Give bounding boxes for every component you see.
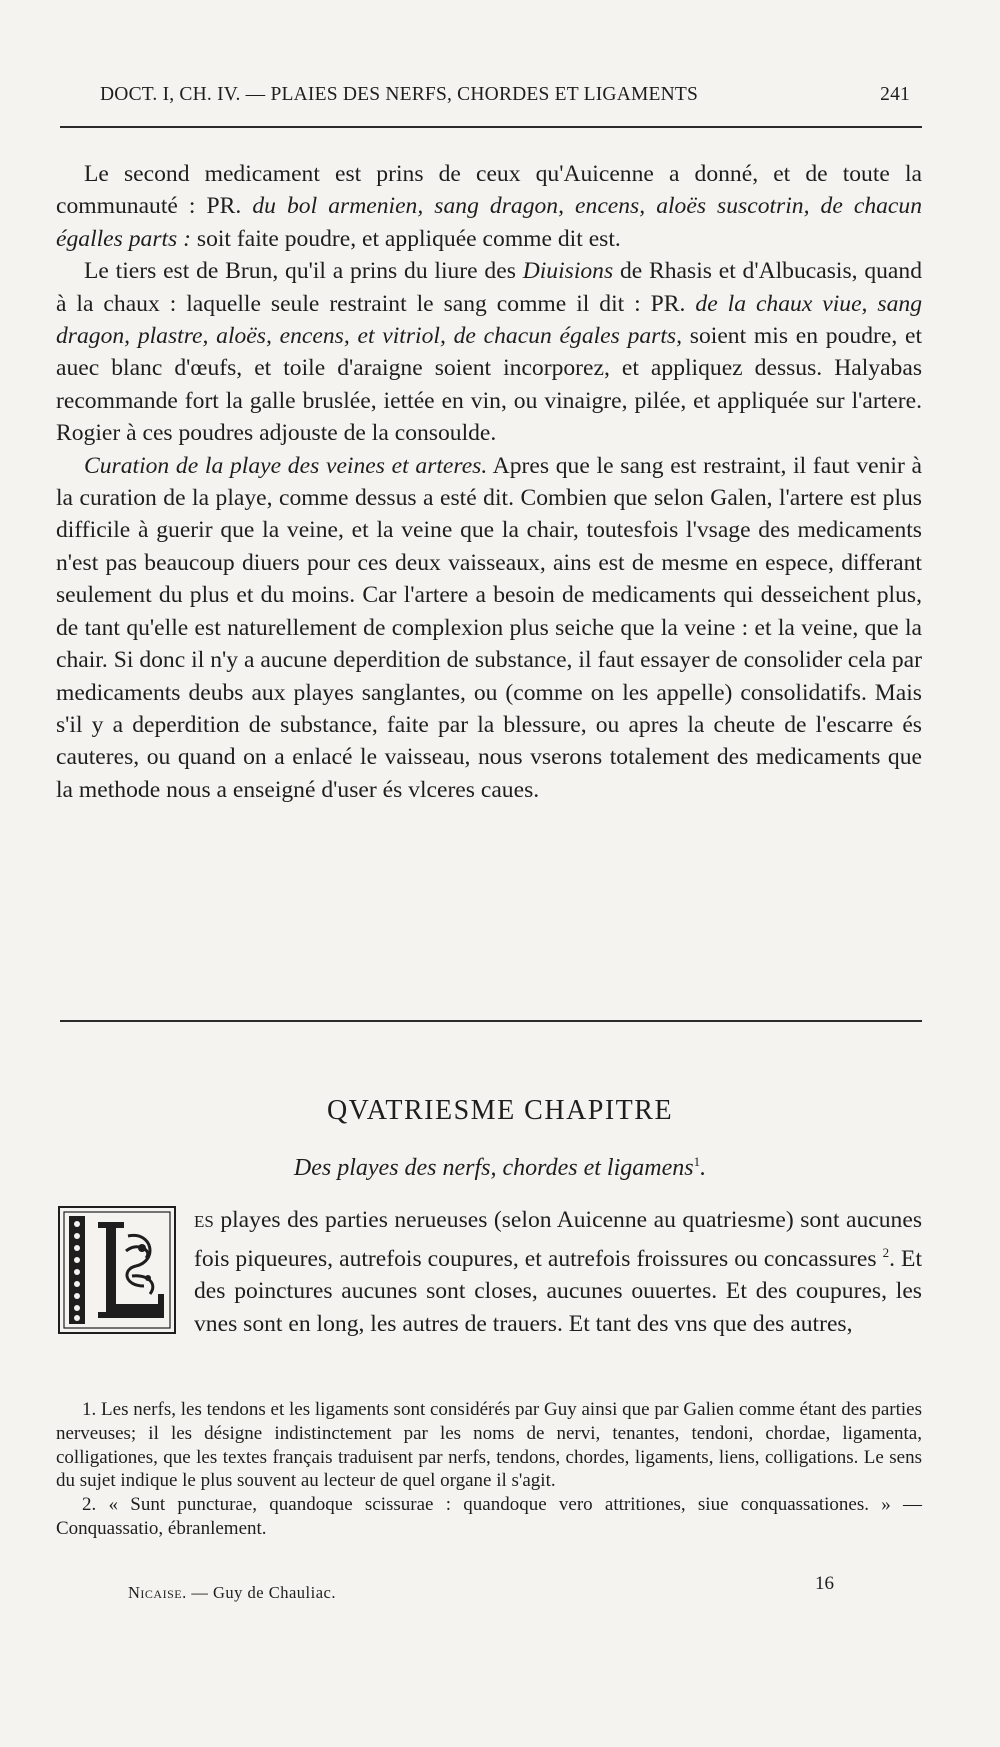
page-number: 241 <box>880 84 910 105</box>
chapter-subtitle: Des playes des nerfs, chordes et ligamens$^1$. <box>293 1154 707 1181</box>
footnotes <box>56 1398 922 1541</box>
paragraph-3: Curation de la playe des veines et arteres. Apres que le sang est restraint, il faut venir à la curation de la playe, comme dessus a esté dit. Combien que selon Galen, l'artere est plus difficile à guerir que la veine, et la veine que la chair, toutesfois l'vsage des medicaments n'est pas beaucoup diuers pour ces deux vaisseaux, ains est de mesme en espece, differant seulement du plus et du moins. Car l'artere a besoin de medicaments qui desseichent plus, de tant qu'elle est naturellement de complexion plus seiche que la veine : et la veine, que la chair. Si donc il n'y a aucune deperdition de substance, il faut essayer de consolider cela par medicaments deubs aux playes sanglantes, ou (comme on les appelle) consolidatifs. Mais s'il y a deperdition de substance, faite par la blessure, ou apres la cheute de l'escarre és cauteres, ou quand on a enlacé le vaisseau, nous vserons totalement des medicaments que la methode nous a enseigné d'user és vlceres caues. <box>56 452 922 803</box>
running-header <box>100 84 910 106</box>
running-title: DOCT. I, CH. IV. — PLAIES DES NERFS, CHORDES ET LIGAMENTS <box>100 84 699 105</box>
section-rule <box>60 1020 922 1022</box>
header-rule <box>60 126 922 128</box>
main-text <box>56 158 922 806</box>
initial-placeholder <box>56 1204 194 1332</box>
footnote-ref-2: 2 <box>882 1244 890 1260</box>
chapter-title: QVATRIESME CHAPITRE <box>326 1095 674 1126</box>
signature-mark: 16 <box>815 1573 834 1594</box>
page-footer: Nicaise. — Guy de Chauliac. <box>128 1583 336 1602</box>
paragraph-2: Le tiers est de Brun, qu'il a prins du liure des Diuisions de Rhasis et d'Albucasis, quand à la chaux : laquelle seule restraint le sang comme il dit : PR. de la chaux viue, sang dragon, plastre, aloës, encens, et vitriol, de chacun égales parts, soient mis en poudre, et auec blanc d'œufs, et toile d'araigne soient incorporez, et appliquez dessus. Halyabas recommande fort la galle bruslée, iettée en vin, ou vinaigre, pilée, et appliquée sur l'artere. Rogier à ces poudres adjouste de la consoulde. <box>56 258 923 447</box>
footnote-1: 1. Les nerfs, les tendons et les ligaments sont considérés par Guy ainsi que par Galien comme étant des parties nerveuses; il les désigne indistinctement par les noms de nervi, tenantes, tendoni, chordae, ligamenta, colligationes, que les textes français traduisent par nerfs, tendons, chordes, ligaments, liens, colligations. Le sens du sujet indique le plus souvent au lecteur de quel organe il s'agit. <box>56 1399 922 1492</box>
footnote-2: 2. « Sunt puncturae, quandoque scissurae : quandoque vero attritiones, siue conquassationes. » — Conquassatio, ébranlement. <box>56 1494 922 1539</box>
footer-book: Guy de Chauliac. <box>212 1583 336 1602</box>
paragraph-1: Le second medicament est prins de ceux qu'Auicenne a donné, et de toute la communauté : PR. du bol armenien, sang dragon, encens, aloës suscotrin, de chacun égalles parts : soit faite poudre, et appliquée comme dit est. <box>56 161 922 252</box>
footnote-ref-1: 1 <box>693 1154 701 1169</box>
chapter-opening-text: es playes des parties nerueuses (selon Auicenne au quatriesme) sont aucunes fois piqueures, autrefois coupures, et autrefois froissures ou concassures $^2$. Et des poinctures aucunes sont closes, aucunes ouuertes. Et des coupures, les vnes sont en long, les autres de trauers. Et tant des vns que des autres, <box>56 1204 922 1340</box>
footer-author: Nicaise. <box>128 1583 187 1602</box>
